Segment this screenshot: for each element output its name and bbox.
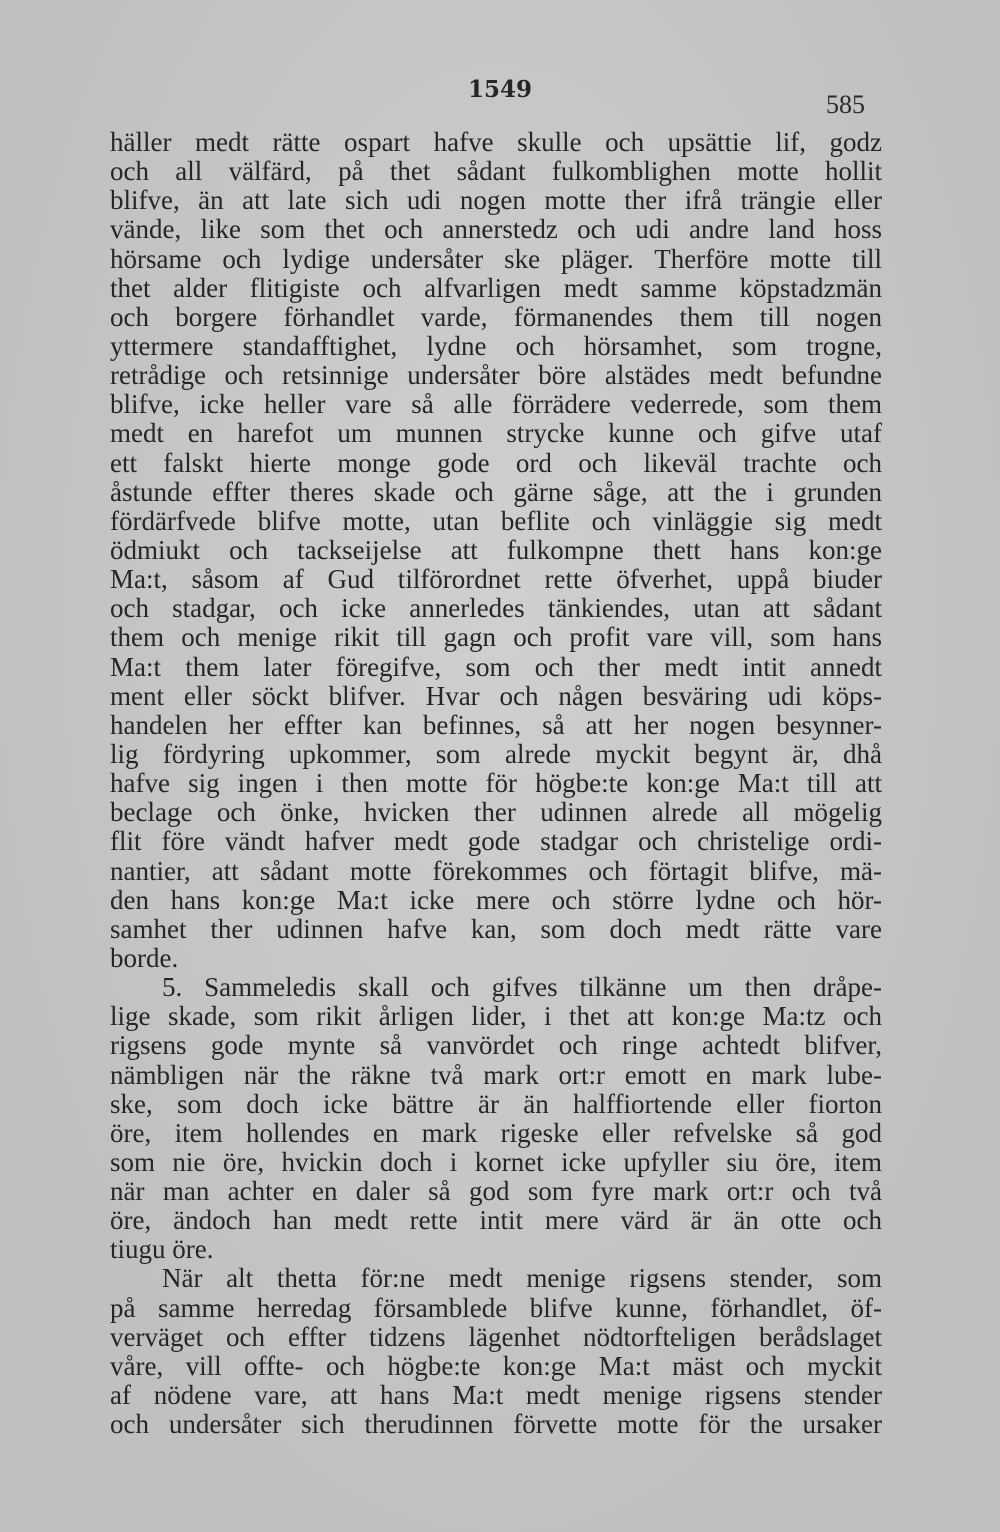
text-line: ment eller söckt blifver. Hvar och någen besväring udi köps- (110, 681, 882, 711)
text-line: af nödene vare, att hans Ma:t medt menige rigsens stender (110, 1381, 882, 1411)
text-line: vände, like som thet och annerstedz och udi andre land hoss (110, 215, 882, 245)
text-line: som nie öre, hvickin doch i kornet icke upfyller siu öre, item (110, 1147, 882, 1177)
text-line: flit före vändt hafver medt gode stadgar och christelige ordi- (110, 827, 882, 857)
text-line: öre, item hollendes en mark rigeske eller refvelske så god (110, 1118, 882, 1148)
paragraph-first-line: När alt thetta för:ne medt menige rigsens stender, som (162, 1264, 882, 1294)
text-line: handelen her effter kan befinnes, så att her nogen besynner- (110, 710, 882, 740)
text-line: våre, vill offte- och högbe:te kon:ge Ma:t mäst och myckit (110, 1351, 882, 1381)
text-line: medt en harefot um munnen strycke kunne och gifve utaf (110, 419, 882, 449)
text-line: hörsame och lydige undersåter ske pläger. Therföre motte till (110, 244, 882, 274)
text-line: ett falskt hierte monge gode ord och likeväl trachte och (110, 448, 882, 478)
text-line: retrådige och retsinnige undersåter böre alstädes medt befundne (110, 361, 882, 391)
text-line: blifve, icke heller vare så alle förrädere vederrede, som them (110, 390, 882, 420)
text-line: öre, ändoch han medt rette intit mere värd är än otte och (110, 1206, 882, 1236)
text-line: yttermere standafftighet, lydne och hörsamhet, som trogne, (110, 331, 882, 361)
text-line: thet alder flitigiste och alfvarligen medt samme köpstadzmän (110, 273, 882, 303)
text-line: ödmiukt och tackseijelse att fulkompne thett hans kon:ge (110, 535, 882, 565)
text-line: på samme herredag församblede blifve kunne, förhandlet, öf- (110, 1293, 882, 1323)
text-line: häller medt rätte ospart hafve skulle och upsättie lif, godz (110, 128, 882, 157)
text-line: och stadgar, och icke annerledes tänkiendes, utan att sådant (110, 594, 882, 624)
text-line: åstunde effter theres skade och gärne såge, att the i grunden (110, 477, 882, 507)
text-line: hafve sig ingen i then motte för högbe:te kon:ge Ma:t till att (110, 769, 882, 799)
paragraph-first-line: 5. Sammeledis skall och gifves tilkänne um then dråpe- (162, 973, 882, 1003)
text-line: beclage och önke, hvicken ther udinnen alrede all mögelig (110, 798, 882, 828)
body-text (110, 128, 882, 1439)
page-year-heading: 1549 (467, 76, 532, 103)
text-line: och borgere förhandlet varde, förmanendes them till nogen (110, 302, 882, 332)
text-line: lig fördyring upkommer, som alrede myckit begynt är, dhå (110, 739, 882, 769)
text-line: samhet ther udinnen hafve kan, som doch medt rätte vare (110, 914, 882, 944)
text-line: och all välfärd, på thet sådant fulkomblighen motte hollit (110, 157, 882, 187)
page-number: 585 (826, 90, 865, 119)
text-line: ske, som doch icke bättre är än halffiortende eller fiorton (110, 1089, 882, 1119)
text-line: verväget och effter tidzens lägenhet nödtorfteligen berådslaget (110, 1322, 882, 1352)
text-line: blifve, än att late sich udi nogen motte ther ifrå trängie eller (110, 186, 882, 216)
text-line: nämbligen när the räkne två mark ort:r emott en mark lube- (110, 1060, 882, 1090)
text-line: när man achter en daler så god som fyre mark ort:r och två (110, 1177, 882, 1207)
text-line: och undersåter sich therudinnen förvette motte för the ursaker (110, 1410, 882, 1440)
text-line: fördärfvede blifve motte, utan beflite och vinläggie sig medt (110, 506, 882, 536)
text-line: them och menige rikit till gagn och profit vare vill, som hans (110, 623, 882, 653)
text-line: Ma:t, såsom af Gud tilförordnet rette öfverhet, uppå biuder (110, 565, 882, 595)
text-line: lige skade, som rikit årligen lider, i thet att kon:ge Ma:tz och (110, 1002, 882, 1032)
text-line: rigsens gode mynte så vanvördet och ringe achtedt blifver, (110, 1031, 882, 1061)
text-line: Ma:t them later föregifve, som och ther medt intit annedt (110, 652, 882, 682)
text-line: nantier, att sådant motte förekommes och förtagit blifve, mä- (110, 856, 882, 886)
text-line: den hans kon:ge Ma:t icke mere och större lydne och hör- (110, 885, 882, 915)
text-line: borde. (110, 943, 179, 973)
text-line: tiugu öre. (110, 1235, 214, 1265)
